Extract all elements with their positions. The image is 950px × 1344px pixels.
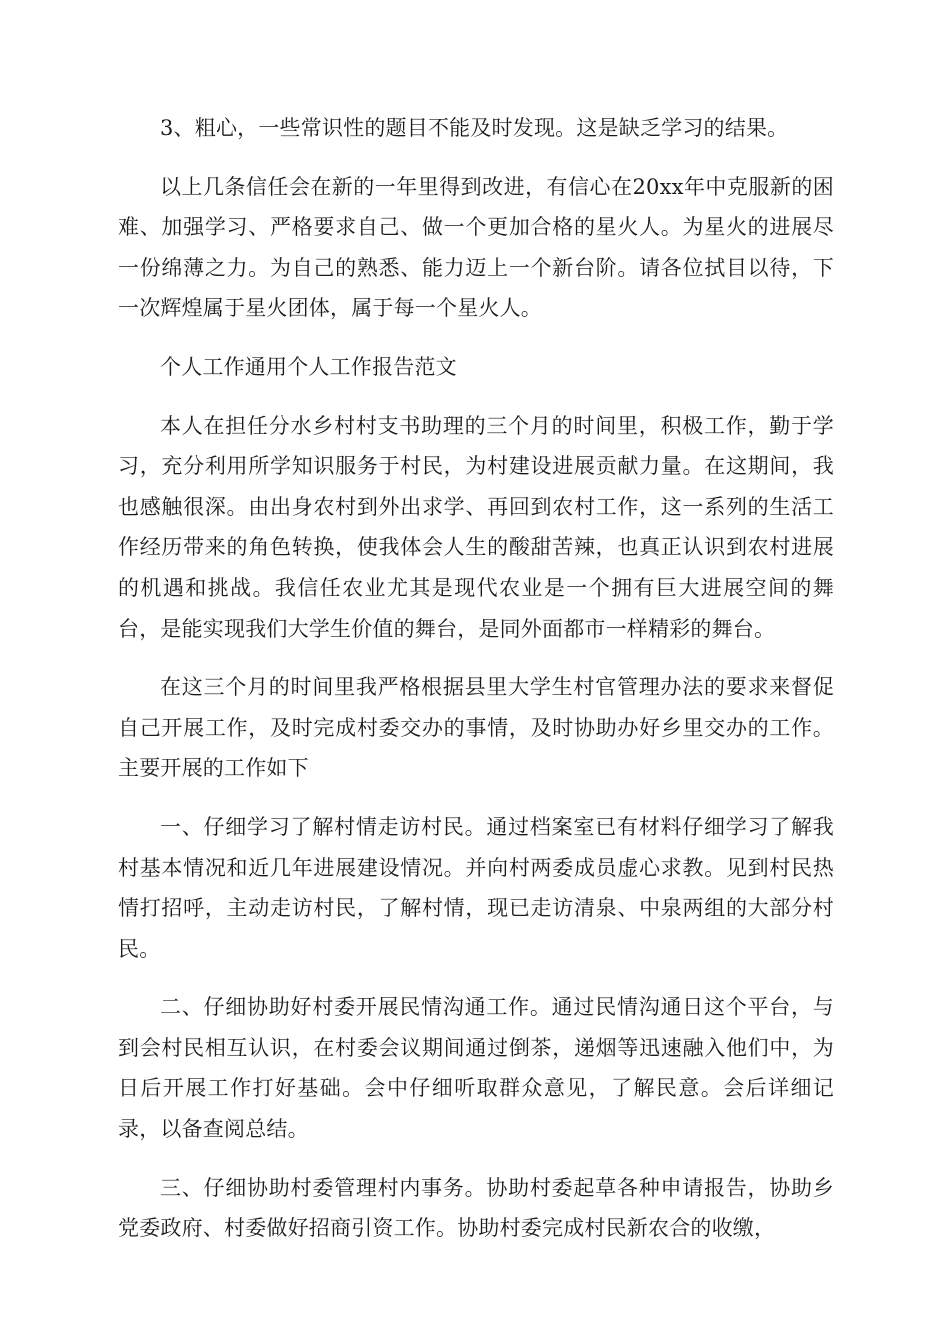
paragraph-item-one: 一、仔细学习了解村情走访村民。通过档案室已有材料仔细学习了解我村基本情况和近几年进展建设情况。并向村两委成员虚心求教。见到村民热情打招呼，主动走访村民，了解村情，现已走访清泉、中泉两组的大部分村民。 — [118, 814, 834, 961]
paragraph-carelessness: 3、粗心，一些常识性的题目不能及时发现。这是缺乏学习的结果。 — [160, 116, 789, 140]
section-heading: 个人工作通用个人工作报告范文 — [160, 354, 457, 379]
paragraph-improvement-commitment: 以上几条信任会在新的一年里得到改进，有信心在20xx年中克服新的困难、加强学习、严格要求自己、做一个更加合格的星火人。为星火的进展尽一份绵薄之力。为自己的熟悉、能力迈上一个新台阶。请各位拭目以待，下一次辉煌属于星火团体，属于每一个星火人。 — [118, 174, 834, 321]
paragraph-item-three: 三、仔细协助村委管理村内事务。协助村委起草各种申请报告，协助乡党委政府、村委做好招商引资工作。协助村委完成村民新农合的收缴， — [118, 1175, 834, 1241]
document-page — [118, 108, 834, 1267]
paragraph-introduction: 本人在担任分水乡村村支书助理的三个月的时间里，积极工作，勤于学习，充分利用所学知识服务于村民，为村建设进展贡献力量。在这期间，我也感触很深。由出身农村到外出求学、再回到农村工作，这一系列的生活工作经历带来的角色转换，使我体会人生的酸甜苦辣，也真正认识到农村进展的机遇和挑战。我信任农业尤其是现代农业是一个拥有巨大进展空间的舞台，是能实现我们大学生价值的舞台，是同外面都市一样精彩的舞台。 — [118, 413, 834, 641]
paragraph-item-two: 二、仔细协助好村委开展民情沟通工作。通过民情沟通日这个平台，与到会村民相互认识，在村委会议期间通过倒茶，递烟等迅速融入他们中，为日后开展工作打好基础。会中仔细听取群众意见，了解民意。会后详细记录，以备查阅总结。 — [118, 995, 834, 1142]
paragraph-work-overview: 在这三个月的时间里我严格根据县里大学生村官管理办法的要求来督促自己开展工作，及时完成村委交办的事情，及时协助办好乡里交办的工作。主要开展的工作如下 — [118, 675, 834, 781]
